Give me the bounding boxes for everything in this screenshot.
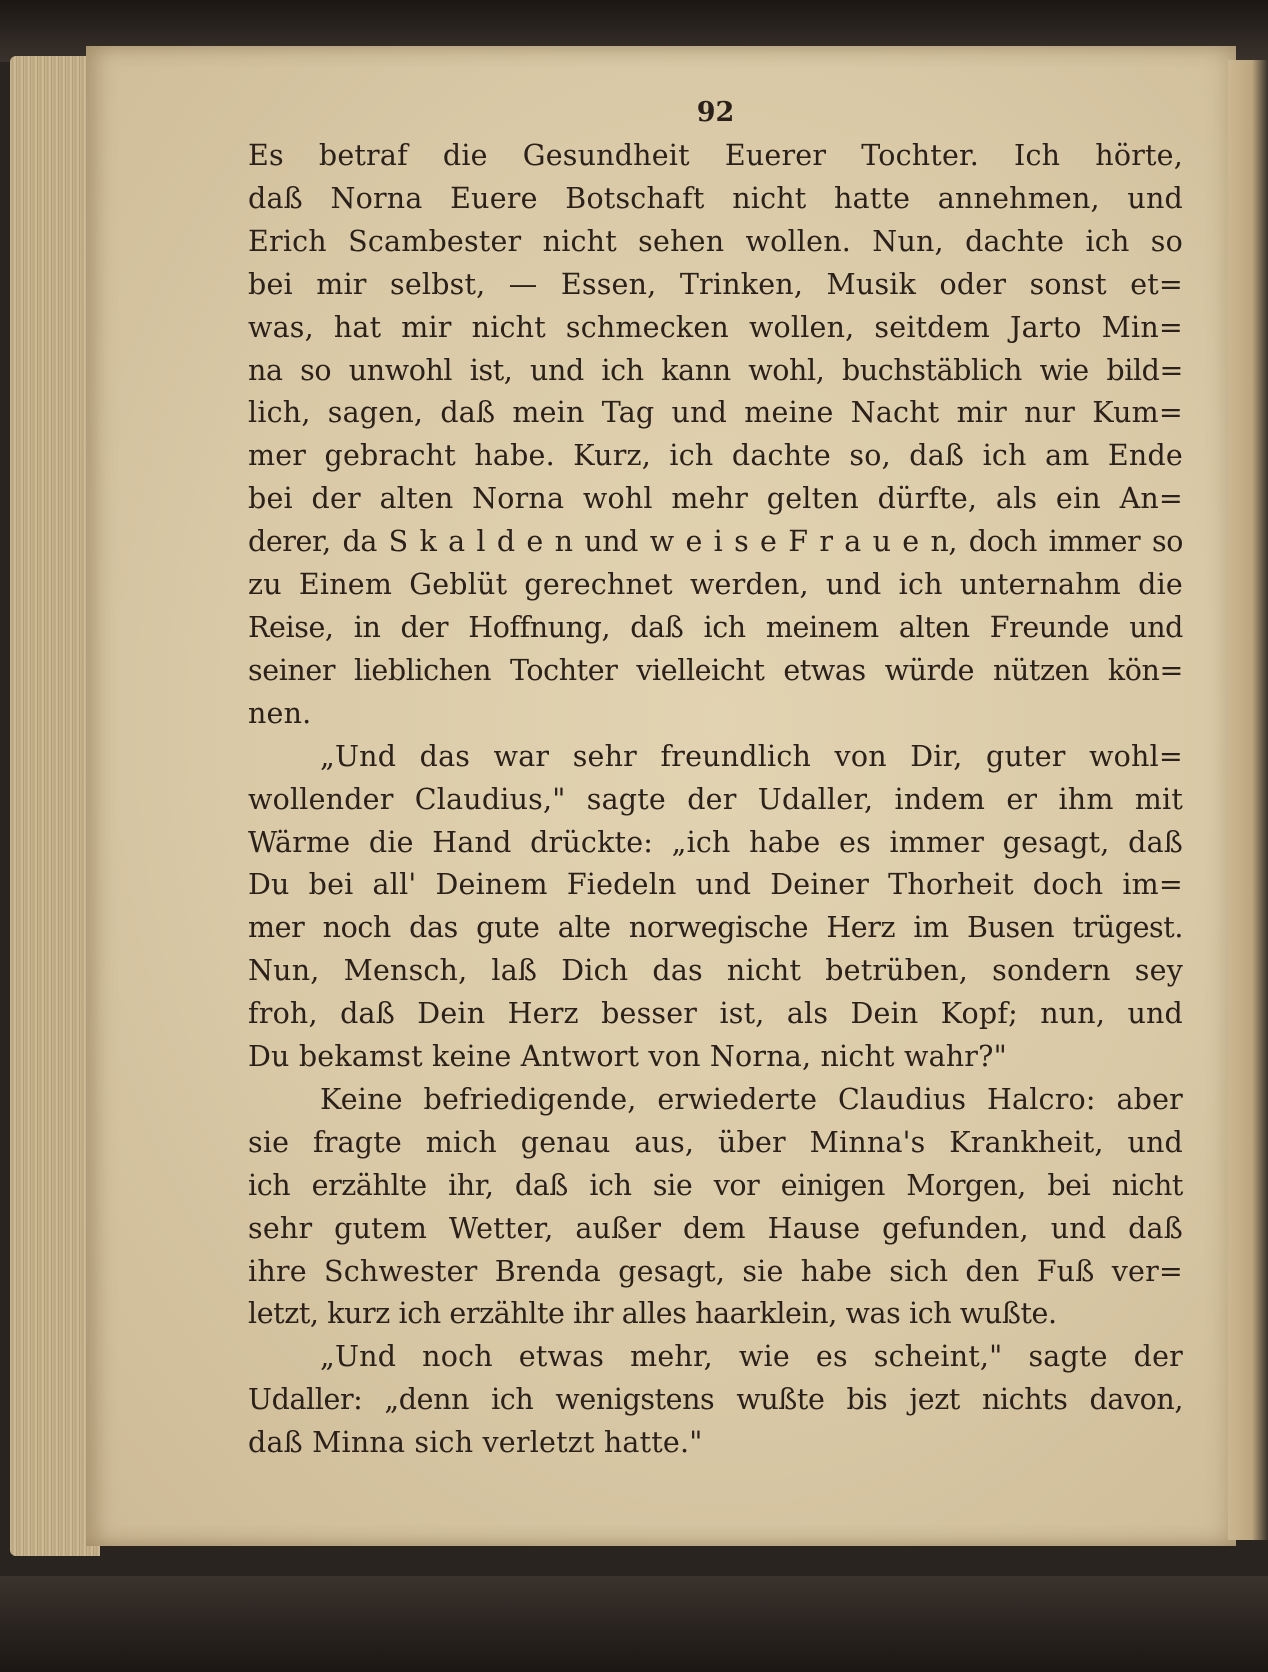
text-line: „Und das war sehr freundlich von Dir, guter wohl= [320, 739, 1183, 773]
text-line: froh, daß Dein Herz besser ist, als Dein Kopf; nun, und [248, 997, 1183, 1031]
text-line: daß Minna sich verletzt hatte." [248, 1426, 703, 1460]
text-line: Reise, in der Hoffnung, daß ich meinem alten Freunde und [248, 610, 1183, 644]
text-line: Erich Scambester nicht sehen wollen. Nun, dachte ich so [248, 224, 1183, 258]
text-line: bei mir selbst, — Essen, Trinken, Musik oder sonst et= [248, 267, 1183, 301]
text-line: sehr gutem Wetter, außer dem Hause gefunden, und daß [248, 1211, 1183, 1245]
text-line: Udaller: „denn ich wenigstens wußte bis jezt nichts davon, [248, 1383, 1183, 1417]
paragraph-1 [248, 135, 1183, 736]
text-line: na so unwohl ist, und ich kann wohl, buchstäblich wie bild= [248, 353, 1183, 387]
text-line: Du bekamst keine Antwort von Norna, nicht wahr?" [248, 1040, 1007, 1074]
page-number: 92 [696, 97, 735, 128]
page-content [248, 95, 1183, 1465]
page-right-edge [1228, 60, 1268, 1540]
text-line: daß Norna Euere Botschaft nicht hatte annehmen, und [248, 181, 1183, 215]
text-line: mer noch das gute alte norwegische Herz im Busen trügest. [248, 911, 1183, 945]
text-line: lich, sagen, daß mein Tag und meine Nacht mir nur Kum= [248, 396, 1183, 430]
text-line: letzt, kurz ich erzählte ihr alles haarklein, was ich wußte. [248, 1297, 1057, 1331]
text-line: Es betraf die Gesundheit Euerer Tochter. Ich hörte, [248, 139, 1183, 172]
text-line: sie fragte mich genau aus, über Minna's Krankheit, und [248, 1125, 1183, 1159]
text-line: Nun, Mensch, laß Dich das nicht betrüben, sondern sey [248, 954, 1183, 988]
scan-background-bottom [0, 1576, 1268, 1672]
text-line: ich erzählte ihr, daß ich sie vor einigen Morgen, bei nicht [248, 1168, 1183, 1202]
text-line: nen. [248, 696, 312, 730]
paragraph-3 [248, 1079, 1183, 1336]
text-line: was, hat mir nicht schmecken wollen, seitdem Jarto Min= [248, 310, 1183, 344]
text-line: zu Einem Geblüt gerechnet werden, und ich unternahm die [248, 568, 1183, 602]
text-line: mer gebracht habe. Kurz, ich dachte so, daß ich am Ende [248, 439, 1183, 473]
text-line: derer, da S k a l d e n und w e i s e F r a u e n, doch immer so [248, 525, 1183, 559]
paragraph-4 [248, 1336, 1183, 1465]
text-line: bei der alten Norna wohl mehr gelten dürfte, als ein An= [248, 482, 1183, 516]
paragraph-2 [248, 736, 1183, 1079]
text-line: Du bei all' Deinem Fiedeln und Deiner Thorheit doch im= [248, 868, 1183, 902]
text-line: „Und noch etwas mehr, wie es scheint," sagte der [320, 1340, 1183, 1374]
text-line: ihre Schwester Brenda gesagt, sie habe sich den Fuß ver= [248, 1254, 1183, 1288]
text-line: Wärme die Hand drückte: „ich habe es immer gesagt, daß [248, 825, 1183, 859]
text-line: seiner lieblichen Tochter vielleicht etwas würde nützen kön= [248, 653, 1183, 687]
body-text [248, 135, 1183, 1465]
text-line: Keine befriedigende, erwiederte Claudius Halcro: aber [320, 1082, 1183, 1116]
text-line: wollender Claudius," sagte der Udaller, indem er ihm mit [248, 782, 1183, 816]
